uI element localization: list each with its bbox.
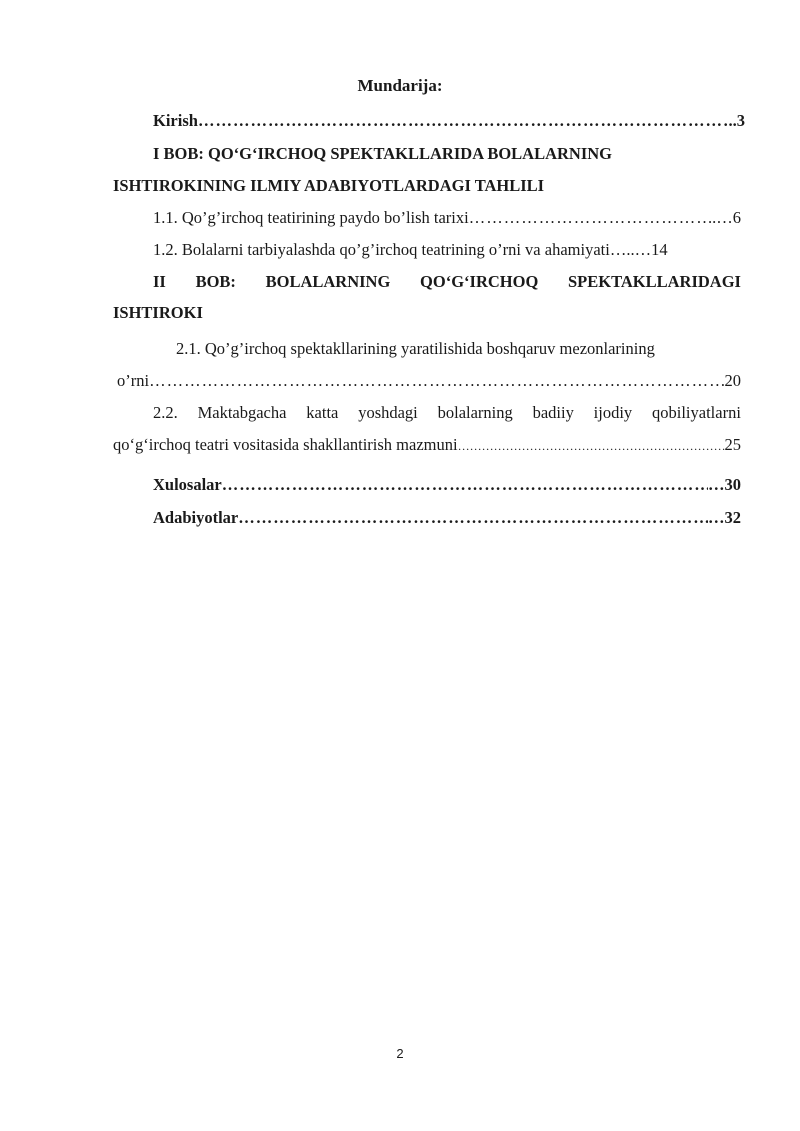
toc-label: 1.2. Bolalarni tarbiyalashda qo’g’irchoq teatrining o’rni va ahamiyati bbox=[153, 240, 610, 259]
toc-entry-2-2-line1[interactable] bbox=[153, 402, 741, 424]
toc-leader-dots bbox=[222, 474, 708, 496]
toc-leader-dots bbox=[149, 370, 724, 392]
toc-entry-2-1-line2[interactable] bbox=[117, 370, 741, 392]
toc-page-number: …32 bbox=[708, 508, 741, 527]
toc-entry-1-1[interactable] bbox=[153, 207, 741, 229]
toc-page-number: …30 bbox=[708, 475, 741, 494]
word: badiiy bbox=[532, 403, 574, 422]
toc-label: Adabiyotlar bbox=[153, 508, 239, 527]
toc-entry-kirish[interactable] bbox=[153, 110, 745, 132]
toc-chapter-2-line2[interactable]: ISHTIROKI bbox=[113, 303, 203, 322]
toc-leader-dots bbox=[238, 507, 708, 529]
toc-leader-dots bbox=[458, 435, 725, 457]
toc-label: o’rni bbox=[117, 371, 150, 390]
toc-entry-2-1-line1[interactable]: 2.1. Qo’g’irchoq spektakllarining yaratilishida boshqaruv mezonlarining bbox=[176, 339, 655, 358]
toc-label: Xulosalar bbox=[153, 475, 222, 494]
toc-leader-dots bbox=[469, 207, 708, 229]
toc-page-number: 25 bbox=[724, 435, 741, 454]
toc-page-number: ..3 bbox=[728, 111, 745, 130]
word: 2.2. bbox=[153, 403, 178, 422]
toc-page-number: …..…14 bbox=[609, 240, 668, 259]
page-title: Mundarija: bbox=[357, 76, 443, 95]
word: SPEKTAKLLARIDAGI bbox=[568, 272, 741, 291]
toc-entry-2-2-line2[interactable] bbox=[113, 434, 741, 457]
word: ijodiy bbox=[593, 403, 633, 422]
word: bolalarning bbox=[437, 403, 513, 422]
word: BOB: bbox=[195, 272, 236, 291]
toc-leader-dots bbox=[198, 110, 729, 132]
toc-page-number: 20 bbox=[724, 371, 741, 390]
word: qobiliyatlarni bbox=[652, 403, 741, 422]
page-number: 2 bbox=[396, 1046, 404, 1061]
word: katta bbox=[306, 403, 339, 422]
toc-label: qo‘g‘irchoq teatri vositasida shakllantirish mazmuni bbox=[113, 435, 458, 454]
toc-entry-adabiyotlar[interactable] bbox=[153, 507, 741, 529]
word: BOLALARNING bbox=[265, 272, 391, 291]
toc-entry-xulosalar[interactable] bbox=[153, 474, 741, 496]
toc-label: 1.1. Qo’g’irchoq teatirining paydo bo’lish tarixi bbox=[153, 208, 469, 227]
toc-chapter-2-line1[interactable] bbox=[153, 271, 741, 293]
toc-page-number: ..…6 bbox=[708, 208, 741, 227]
toc-label: Kirish bbox=[153, 111, 198, 130]
toc-chapter-1-line2[interactable]: ISHTIROKINING ILMIY ADABIYOTLARDAGI TAHLILI bbox=[113, 176, 545, 195]
word: yoshdagi bbox=[358, 403, 418, 422]
word: Maktabgacha bbox=[197, 403, 287, 422]
word: QO‘G‘IRCHOQ bbox=[420, 272, 539, 291]
word: II bbox=[153, 272, 166, 291]
toc-chapter-1-line1[interactable]: I BOB: QO‘G‘IRCHOQ SPEKTAKLLARIDA BOLALARNING bbox=[153, 144, 613, 163]
toc-entry-1-2[interactable] bbox=[153, 239, 741, 261]
